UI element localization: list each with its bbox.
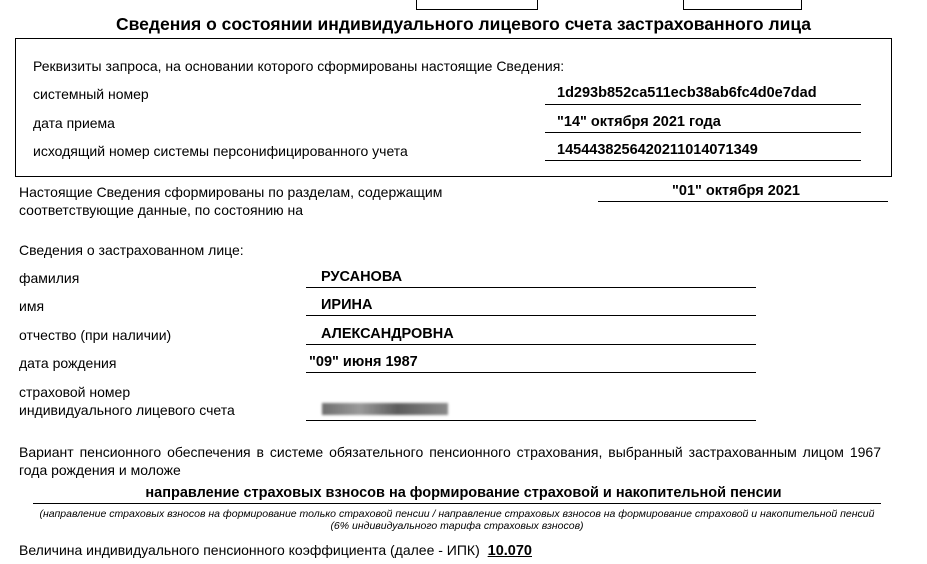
formed-date-underline (598, 201, 888, 202)
outgoing-number-underline (545, 160, 861, 161)
snils-redacted-value (322, 403, 448, 415)
formed-text-line2: соответствующие данные, по состоянию на (19, 202, 304, 218)
top-box-left (416, 0, 538, 10)
formed-date-value: "01" октября 2021 (672, 183, 800, 199)
outgoing-number-value: 1454438256420211014071349 (557, 142, 758, 158)
snils-label-line1: страховой номер (19, 384, 131, 400)
ipk-row (19, 542, 532, 559)
patronymic-label: отчество (при наличии) (19, 327, 172, 343)
outgoing-number-label: исходящий номер системы персонифицированного учета (33, 143, 408, 159)
name-underline (306, 315, 756, 316)
document-title: Сведения о состоянии индивидуального лицевого счета застрахованного лица (115, 14, 812, 34)
system-number-label: системный номер (33, 86, 149, 102)
pension-variant-value: направление страховых взносов на формирование страховой и накопительной пенсии (145, 485, 782, 501)
ipk-label: Величина индивидуального пенсионного коэффициента (далее - ИПК) (19, 542, 480, 558)
pension-variant-note: (направление страховых взносов на формирование только страховой пенсии / направление страховых взносов на формирование страховой и накопительной пенсий (6% индивидуального тарифа страховых взносов) (39, 508, 875, 532)
snils-underline (306, 420, 756, 421)
system-number-value: 1d293b852ca511ecb38ab6fc4d0e7dad (557, 85, 817, 101)
name-label: имя (19, 298, 45, 314)
birthdate-value: "09" июня 1987 (309, 354, 418, 370)
birthdate-label: дата рождения (19, 355, 117, 371)
insured-heading: Сведения о застрахованном лице: (19, 242, 244, 258)
name-value: ИРИНА (321, 297, 373, 313)
pension-variant-underline (33, 503, 881, 504)
receipt-date-label: дата приема (33, 115, 115, 131)
surname-underline (306, 287, 756, 288)
formed-text-line1: Настоящие Сведения сформированы по разделам, содержащим (19, 184, 443, 200)
patronymic-underline (306, 344, 756, 345)
top-box-right (683, 0, 802, 10)
surname-label: фамилия (19, 270, 80, 286)
request-heading: Реквизиты запроса, на основании которого сформированы настоящие Сведения: (33, 58, 565, 74)
patronymic-value: АЛЕКСАНДРОВНА (321, 326, 454, 342)
system-number-underline (545, 104, 861, 105)
pension-variant-text: Вариант пенсионного обеспечения в системе обязательного пенсионного страхования, выбранный застрахованным лицом 1967 года рождения и моложе (19, 444, 881, 478)
snils-label-line2: индивидуального лицевого счета (19, 402, 235, 418)
receipt-date-underline (545, 132, 861, 133)
receipt-date-value: "14" октября 2021 года (557, 114, 721, 130)
ipk-value: 10.070 (487, 543, 532, 559)
birthdate-underline (306, 372, 756, 373)
surname-value: РУСАНОВА (321, 269, 403, 285)
